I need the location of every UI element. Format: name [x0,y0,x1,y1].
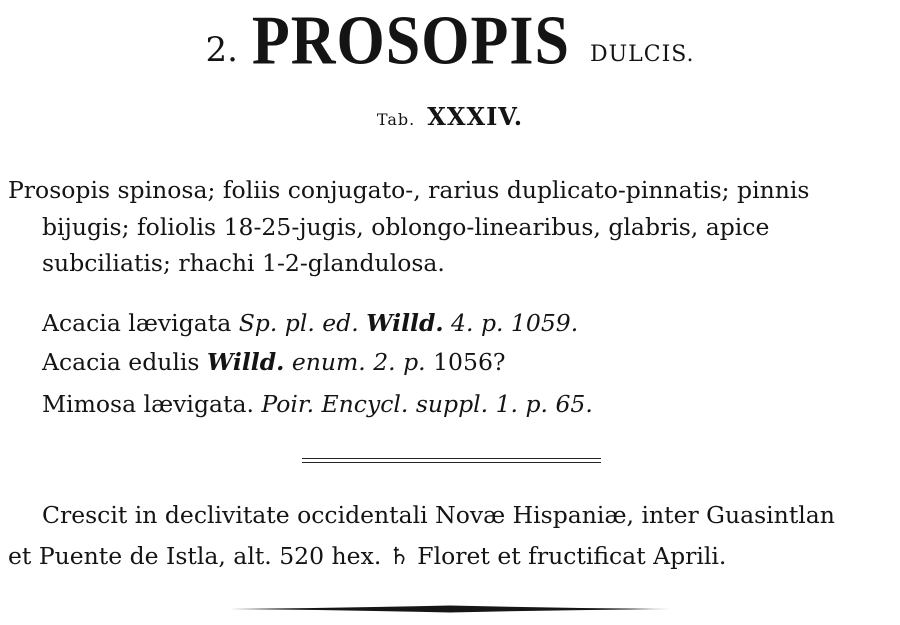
genus-name: PROSOPIS [251,2,570,80]
species-heading [0,2,900,80]
plate-label: Tab. [376,110,416,129]
synonym-1 [42,305,578,341]
synonym-2-author: Willd. [206,348,285,376]
double-rule-divider [302,458,601,463]
habitat-line-2: et Puente de Istla, alt. 520 hex. ♄ Floret et fructificat Aprili. [8,542,727,570]
synonym-3-name: Mimosa lævigata. [42,390,262,418]
synonym-2-name: Acacia edulis [42,348,207,376]
habitat-line-1: Crescit in declivitate occidentali Novæ Hispaniæ, inter Guasintlan [42,501,835,529]
synonym-1-author: Willd. [366,309,444,337]
plate-number: XXXIV. [427,102,524,131]
description-line-1: Prosopis spinosa; foliis conjugato-, rarius duplicato-pinnatis; pinnis [8,176,810,204]
species-number: 2. [205,30,238,70]
synonym-2 [42,344,506,380]
description-line-3: subciliatis; rhachi 1-2-glandulosa. [42,249,445,277]
synonym-1-name: Acacia lævigata [42,309,239,337]
synonym-2-ref: enum. 2. p. [291,348,426,376]
synonym-1-loc: 4. p. 1059. [451,309,579,337]
plate-reference [0,102,900,131]
synonym-3 [42,386,593,422]
synonym-3-ref: Poir. Encycl. suppl. 1. p. 65. [261,390,593,418]
description-line-2: bijugis; foliolis 18-25-jugis, oblongo-linearibus, glabris, apice [42,213,770,241]
species-epithet: DULCIS. [589,42,695,67]
swelled-rule-divider [230,604,670,614]
synonym-1-ref: Sp. pl. ed. [238,309,359,337]
synonym-2-loc: 1056? [433,348,506,376]
